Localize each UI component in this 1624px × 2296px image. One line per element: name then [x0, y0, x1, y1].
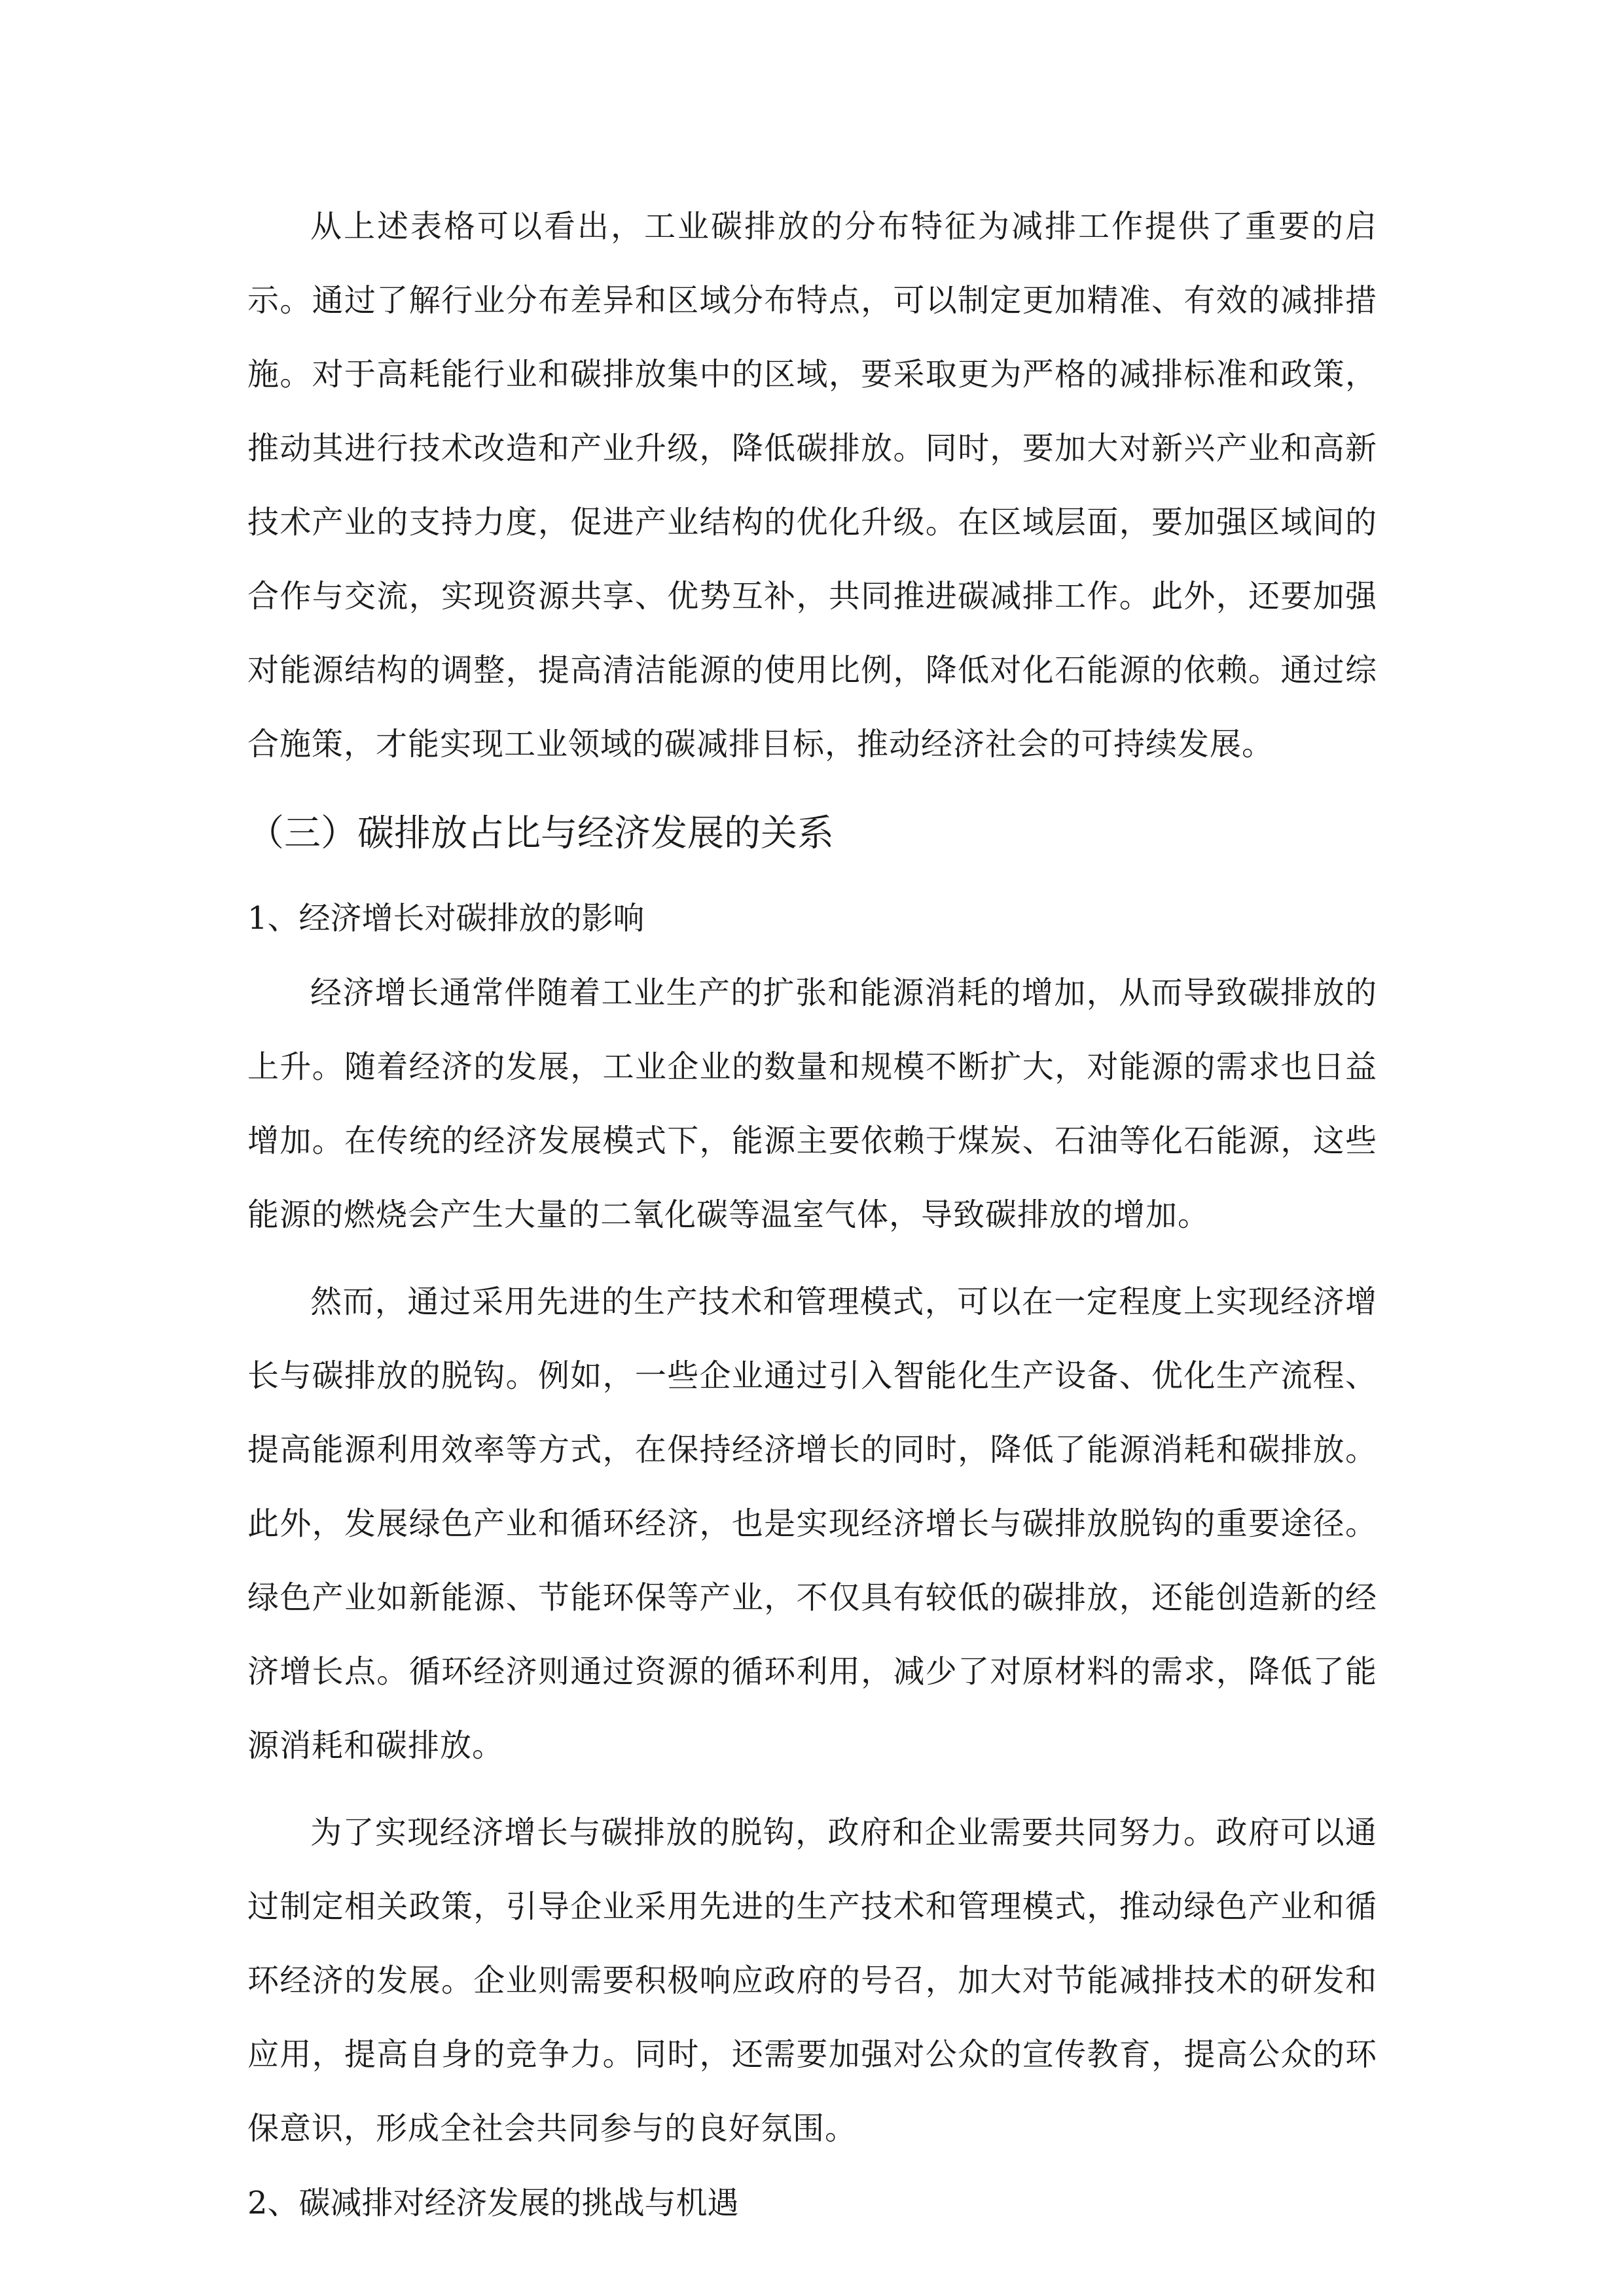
document-body — [247, 190, 1377, 2241]
section-heading: （三）碳排放占比与经济发展的关系 — [247, 812, 834, 855]
subsection-1-heading: 1、经济增长对碳排放的影响 — [247, 900, 645, 937]
subsection-1-paragraph-2: 然而，通过采用先进的生产技术和管理模式，可以在一定程度上实现经济增长与碳排放的脱钩。例如，一些企业通过引入智能化生产设备、优化生产流程、提高能源利用效率等方式，在保持经济增长的同时，降低了能源消耗和碳排放。此外，发展绿色产业和循环经济，也是实现经济增长与碳排放脱钩的重要途径。绿色产业如新能源、节能环保等产业，不仅具有较低的碳排放，还能创造新的经济增长点。循环经济则通过资源的循环利用，减少了对原材料的需求，降低了能源消耗和碳排放。 — [247, 1283, 1377, 1764]
subsection-1-paragraph-1: 经济增长通常伴随着工业生产的扩张和能源消耗的增加，从而导致碳排放的上升。随着经济的发展，工业企业的数量和规模不断扩大，对能源的需求也日益增加。在传统的经济发展模式下，能源主要依赖于煤炭、石油等化石能源，这些能源的燃烧会产生大量的二氧化碳等温室气体，导致碳排放的增加。 — [247, 975, 1377, 1233]
subsection-1-paragraph-3: 为了实现经济增长与碳排放的脱钩，政府和企业需要共同努力。政府可以通过制定相关政策，引导企业采用先进的生产技术和管理模式，推动绿色产业和循环经济的发展。企业则需要积极响应政府的号召，加大对节能减排技术的研发和应用，提高自身的竞争力。同时，还需要加强对公众的宣传教育，提高公众的环保意识，形成全社会共同参与的良好氛围。 — [247, 1814, 1377, 2147]
intro-paragraph: 从上述表格可以看出，工业碳排放的分布特征为减排工作提供了重要的启示。通过了解行业分布差异和区域分布特点，可以制定更加精准、有效的减排措施。对于高耗能行业和碳排放集中的区域，要采取更为严格的减排标准和政策，推动其进行技术改造和产业升级，降低碳排放。同时，要加大对新兴产业和高新技术产业的支持力度，促进产业结构的优化升级。在区域层面，要加强区域间的合作与交流，实现资源共享、优势互补，共同推进碳减排工作。此外，还要加强对能源结构的调整，提高清洁能源的使用比例，降低对化石能源的依赖。通过综合施策，才能实现工业领域的碳减排目标，推动经济社会的可持续发展。 — [247, 208, 1377, 762]
subsection-2-heading: 2、碳减排对经济发展的挑战与机遇 — [247, 2185, 739, 2221]
